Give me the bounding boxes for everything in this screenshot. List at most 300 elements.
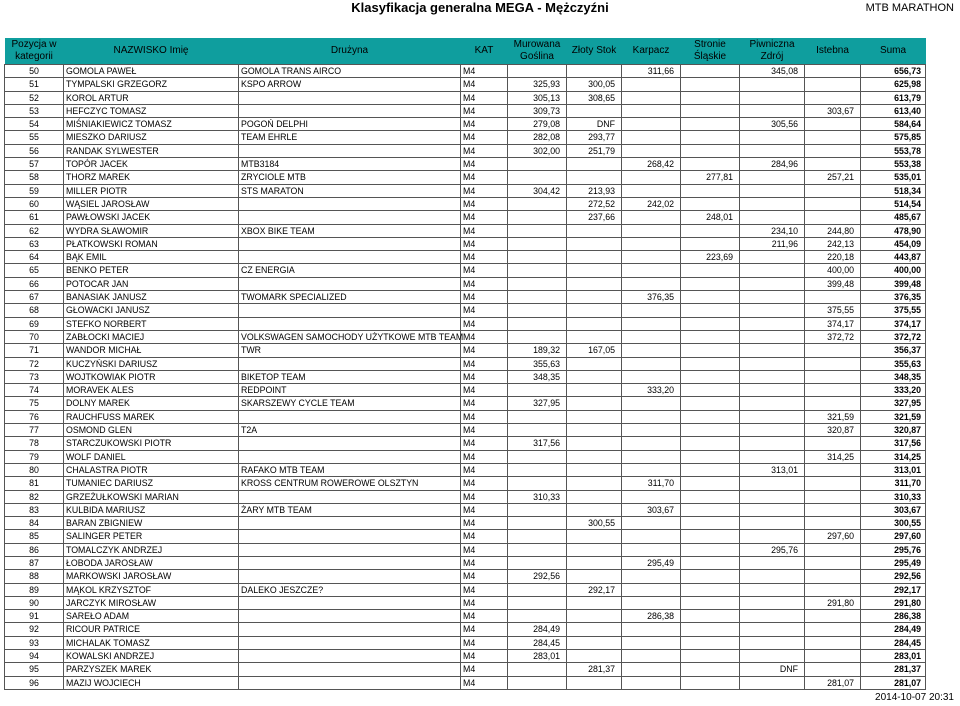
cell-istebna [805, 437, 861, 450]
cell-category: M4 [461, 570, 508, 583]
cell-stronie-slaskie [681, 264, 740, 277]
cell-istebna [805, 211, 861, 224]
cell-stronie-slaskie [681, 610, 740, 623]
cell-zloty-stok [567, 171, 622, 184]
cell-zloty-stok: 300,55 [567, 517, 622, 530]
cell-piwniczna-zdroj [740, 251, 805, 264]
cell-stronie-slaskie [681, 277, 740, 290]
cell-category: M4 [461, 197, 508, 210]
cell-zloty-stok [567, 437, 622, 450]
cell-murowana-goslina [508, 158, 567, 171]
cell-position: 89 [5, 583, 64, 596]
cell-murowana-goslina: 189,32 [508, 344, 567, 357]
cell-team: VOLKSWAGEN SAMOCHODY UŻYTKOWE MTB TEAM [239, 330, 461, 343]
cell-sum: 295,76 [861, 543, 926, 556]
cell-position: 93 [5, 636, 64, 649]
cell-istebna [805, 91, 861, 104]
cell-karpacz [622, 317, 681, 330]
cell-sum: 518,34 [861, 184, 926, 197]
cell-name: BANASIAK JANUSZ [64, 291, 239, 304]
cell-team [239, 676, 461, 689]
cell-position: 64 [5, 251, 64, 264]
cell-istebna: 303,67 [805, 104, 861, 117]
cell-sum: 374,17 [861, 317, 926, 330]
cell-position: 79 [5, 450, 64, 463]
cell-stronie-slaskie [681, 78, 740, 91]
cell-position: 78 [5, 437, 64, 450]
table-row [5, 184, 926, 197]
cell-team [239, 450, 461, 463]
cell-karpacz: 268,42 [622, 158, 681, 171]
cell-piwniczna-zdroj [740, 344, 805, 357]
cell-istebna: 314,25 [805, 450, 861, 463]
cell-category: M4 [461, 184, 508, 197]
cell-stronie-slaskie [681, 596, 740, 609]
cell-karpacz [622, 543, 681, 556]
table-row [5, 490, 926, 503]
cell-sum: 281,37 [861, 663, 926, 676]
cell-murowana-goslina [508, 663, 567, 676]
table-row [5, 570, 926, 583]
cell-zloty-stok [567, 384, 622, 397]
cell-sum: 485,67 [861, 211, 926, 224]
table-row [5, 397, 926, 410]
cell-sum: 535,01 [861, 171, 926, 184]
cell-category: M4 [461, 104, 508, 117]
cell-team [239, 623, 461, 636]
cell-murowana-goslina [508, 224, 567, 237]
cell-name: RICOUR PATRICE [64, 623, 239, 636]
cell-team: XBOX BIKE TEAM [239, 224, 461, 237]
cell-karpacz [622, 583, 681, 596]
cell-sum: 575,85 [861, 131, 926, 144]
cell-team [239, 636, 461, 649]
cell-stronie-slaskie [681, 517, 740, 530]
table-row [5, 450, 926, 463]
cell-murowana-goslina [508, 530, 567, 543]
cell-position: 57 [5, 158, 64, 171]
cell-istebna [805, 184, 861, 197]
cell-team: KROSS CENTRUM ROWEROWE OLSZTYN [239, 477, 461, 490]
cell-name: KULBIDA MARIUSZ [64, 503, 239, 516]
table-row [5, 224, 926, 237]
cell-murowana-goslina: 279,08 [508, 118, 567, 131]
cell-zloty-stok [567, 330, 622, 343]
cell-zloty-stok [567, 237, 622, 250]
cell-stronie-slaskie: 223,69 [681, 251, 740, 264]
cell-karpacz [622, 490, 681, 503]
cell-murowana-goslina: 302,00 [508, 144, 567, 157]
cell-stronie-slaskie: 248,01 [681, 211, 740, 224]
classification-table [4, 38, 926, 690]
cell-stronie-slaskie [681, 304, 740, 317]
cell-piwniczna-zdroj [740, 650, 805, 663]
cell-team: BIKETOP TEAM [239, 370, 461, 383]
cell-position: 65 [5, 264, 64, 277]
cell-istebna: 320,87 [805, 424, 861, 437]
cell-istebna [805, 570, 861, 583]
cell-zloty-stok [567, 424, 622, 437]
cell-murowana-goslina [508, 477, 567, 490]
cell-zloty-stok [567, 477, 622, 490]
cell-zloty-stok [567, 503, 622, 516]
cell-sum: 584,64 [861, 118, 926, 131]
table-row [5, 370, 926, 383]
cell-istebna: 291,80 [805, 596, 861, 609]
cell-category: M4 [461, 158, 508, 171]
cell-position: 60 [5, 197, 64, 210]
cell-stronie-slaskie [681, 410, 740, 423]
cell-sum: 375,55 [861, 304, 926, 317]
cell-murowana-goslina [508, 596, 567, 609]
cell-istebna [805, 344, 861, 357]
cell-stronie-slaskie [681, 477, 740, 490]
cell-murowana-goslina [508, 676, 567, 689]
cell-name: GŁOWACKI JANUSZ [64, 304, 239, 317]
cell-istebna [805, 610, 861, 623]
cell-istebna [805, 517, 861, 530]
cell-murowana-goslina [508, 583, 567, 596]
cell-karpacz [622, 463, 681, 476]
cell-stronie-slaskie [681, 65, 740, 78]
cell-team [239, 251, 461, 264]
cell-team [239, 104, 461, 117]
cell-piwniczna-zdroj: 284,96 [740, 158, 805, 171]
cell-sum: 281,07 [861, 676, 926, 689]
cell-karpacz [622, 184, 681, 197]
cell-stronie-slaskie [681, 636, 740, 649]
cell-piwniczna-zdroj [740, 184, 805, 197]
cell-piwniczna-zdroj: 305,56 [740, 118, 805, 131]
cell-piwniczna-zdroj [740, 397, 805, 410]
cell-murowana-goslina [508, 610, 567, 623]
table-row [5, 530, 926, 543]
table-row [5, 344, 926, 357]
cell-team [239, 663, 461, 676]
cell-stronie-slaskie [681, 104, 740, 117]
cell-zloty-stok: 308,65 [567, 91, 622, 104]
cell-zloty-stok [567, 490, 622, 503]
cell-karpacz [622, 424, 681, 437]
cell-sum: 399,48 [861, 277, 926, 290]
table-row [5, 636, 926, 649]
table-row [5, 410, 926, 423]
cell-murowana-goslina [508, 424, 567, 437]
cell-sum: 317,56 [861, 437, 926, 450]
cell-zloty-stok [567, 370, 622, 383]
cell-karpacz [622, 277, 681, 290]
cell-zloty-stok [567, 277, 622, 290]
cell-category: M4 [461, 291, 508, 304]
cell-stronie-slaskie [681, 197, 740, 210]
cell-murowana-goslina [508, 251, 567, 264]
cell-stronie-slaskie [681, 583, 740, 596]
cell-karpacz [622, 397, 681, 410]
cell-name: PARZYSZEK MAREK [64, 663, 239, 676]
cell-istebna [805, 78, 861, 91]
cell-piwniczna-zdroj [740, 517, 805, 530]
cell-sum: 311,70 [861, 477, 926, 490]
cell-category: M4 [461, 370, 508, 383]
cell-category: M4 [461, 650, 508, 663]
cell-murowana-goslina: 304,42 [508, 184, 567, 197]
cell-category: M4 [461, 118, 508, 131]
cell-zloty-stok: 293,77 [567, 131, 622, 144]
cell-istebna [805, 397, 861, 410]
cell-karpacz: 242,02 [622, 197, 681, 210]
cell-zloty-stok [567, 556, 622, 569]
cell-category: M4 [461, 317, 508, 330]
cell-category: M4 [461, 676, 508, 689]
cell-piwniczna-zdroj: 234,10 [740, 224, 805, 237]
cell-stronie-slaskie [681, 317, 740, 330]
cell-position: 55 [5, 131, 64, 144]
cell-istebna [805, 158, 861, 171]
cell-karpacz: 333,20 [622, 384, 681, 397]
cell-piwniczna-zdroj [740, 437, 805, 450]
cell-zloty-stok [567, 450, 622, 463]
cell-karpacz [622, 237, 681, 250]
cell-position: 58 [5, 171, 64, 184]
cell-stronie-slaskie [681, 291, 740, 304]
cell-name: ZABŁOCKI MACIEJ [64, 330, 239, 343]
cell-position: 84 [5, 517, 64, 530]
cell-murowana-goslina [508, 264, 567, 277]
cell-sum: 376,35 [861, 291, 926, 304]
cell-piwniczna-zdroj [740, 171, 805, 184]
cell-position: 66 [5, 277, 64, 290]
cell-murowana-goslina: 284,45 [508, 636, 567, 649]
cell-position: 82 [5, 490, 64, 503]
cell-sum: 297,60 [861, 530, 926, 543]
cell-team [239, 650, 461, 663]
cell-name: RAUCHFUSS MAREK [64, 410, 239, 423]
cell-name: MAZIJ WOJCIECH [64, 676, 239, 689]
cell-category: M4 [461, 636, 508, 649]
cell-position: 90 [5, 596, 64, 609]
cell-position: 76 [5, 410, 64, 423]
cell-category: M4 [461, 424, 508, 437]
cell-stronie-slaskie [681, 397, 740, 410]
table-row [5, 610, 926, 623]
cell-murowana-goslina [508, 171, 567, 184]
cell-murowana-goslina: 348,35 [508, 370, 567, 383]
cell-zloty-stok: 251,79 [567, 144, 622, 157]
cell-team [239, 237, 461, 250]
cell-category: M4 [461, 623, 508, 636]
cell-category: M4 [461, 517, 508, 530]
table-body [5, 65, 926, 690]
cell-zloty-stok [567, 596, 622, 609]
cell-sum: 553,78 [861, 144, 926, 157]
cell-team: MTB3184 [239, 158, 461, 171]
cell-name: RANDAK SYLWESTER [64, 144, 239, 157]
cell-piwniczna-zdroj [740, 583, 805, 596]
cell-name: PŁATKOWSKI ROMAN [64, 237, 239, 250]
cell-istebna: 244,80 [805, 224, 861, 237]
column-header-zloty-stok: Złoty Stok [571, 45, 617, 56]
cell-piwniczna-zdroj [740, 277, 805, 290]
cell-name: MILLER PIOTR [64, 184, 239, 197]
cell-piwniczna-zdroj [740, 636, 805, 649]
cell-murowana-goslina [508, 503, 567, 516]
cell-team [239, 277, 461, 290]
table-row [5, 663, 926, 676]
cell-name: MARKOWSKI JAROSŁAW [64, 570, 239, 583]
cell-murowana-goslina [508, 384, 567, 397]
cell-piwniczna-zdroj [740, 410, 805, 423]
cell-team [239, 144, 461, 157]
cell-zloty-stok [567, 676, 622, 689]
cell-category: M4 [461, 410, 508, 423]
cell-murowana-goslina [508, 330, 567, 343]
cell-piwniczna-zdroj [740, 304, 805, 317]
cell-category: M4 [461, 91, 508, 104]
cell-category: M4 [461, 171, 508, 184]
cell-karpacz [622, 570, 681, 583]
cell-category: M4 [461, 437, 508, 450]
cell-karpacz [622, 264, 681, 277]
cell-sum: 284,49 [861, 623, 926, 636]
cell-piwniczna-zdroj [740, 623, 805, 636]
cell-istebna: 372,72 [805, 330, 861, 343]
cell-piwniczna-zdroj [740, 556, 805, 569]
cell-position: 50 [5, 65, 64, 78]
cell-team [239, 91, 461, 104]
cell-position: 83 [5, 503, 64, 516]
table-row [5, 556, 926, 569]
cell-karpacz [622, 636, 681, 649]
cell-sum: 300,55 [861, 517, 926, 530]
cell-istebna [805, 583, 861, 596]
cell-position: 62 [5, 224, 64, 237]
cell-karpacz [622, 450, 681, 463]
cell-sum: 355,63 [861, 357, 926, 370]
cell-piwniczna-zdroj [740, 317, 805, 330]
cell-team: CZ ENERGIA [239, 264, 461, 277]
cell-zloty-stok [567, 610, 622, 623]
cell-category: M4 [461, 237, 508, 250]
table-row [5, 264, 926, 277]
cell-sum: 314,25 [861, 450, 926, 463]
cell-piwniczna-zdroj [740, 104, 805, 117]
cell-position: 94 [5, 650, 64, 663]
cell-zloty-stok [567, 291, 622, 304]
cell-stronie-slaskie [681, 570, 740, 583]
cell-stronie-slaskie [681, 184, 740, 197]
cell-zloty-stok [567, 158, 622, 171]
cell-istebna [805, 663, 861, 676]
cell-piwniczna-zdroj [740, 91, 805, 104]
table-row [5, 596, 926, 609]
table-row [5, 78, 926, 91]
cell-murowana-goslina [508, 556, 567, 569]
cell-istebna: 297,60 [805, 530, 861, 543]
cell-sum: 286,38 [861, 610, 926, 623]
cell-category: M4 [461, 131, 508, 144]
cell-sum: 443,87 [861, 251, 926, 264]
cell-name: WOLF DANIEL [64, 450, 239, 463]
table-row [5, 437, 926, 450]
cell-karpacz [622, 78, 681, 91]
cell-name: KOWALSKI ANDRZEJ [64, 650, 239, 663]
cell-karpacz [622, 224, 681, 237]
cell-piwniczna-zdroj [740, 264, 805, 277]
cell-team: ŻARY MTB TEAM [239, 503, 461, 516]
cell-name: BARAN ZBIGNIEW [64, 517, 239, 530]
cell-sum: 321,59 [861, 410, 926, 423]
cell-murowana-goslina: 310,33 [508, 490, 567, 503]
cell-istebna: 400,00 [805, 264, 861, 277]
cell-istebna [805, 503, 861, 516]
cell-zloty-stok [567, 650, 622, 663]
cell-position: 77 [5, 424, 64, 437]
cell-karpacz: 311,70 [622, 477, 681, 490]
cell-stronie-slaskie [681, 490, 740, 503]
cell-piwniczna-zdroj: 313,01 [740, 463, 805, 476]
cell-stronie-slaskie: 277,81 [681, 171, 740, 184]
column-header-istebna: Istebna [816, 45, 849, 56]
cell-category: M4 [461, 344, 508, 357]
cell-team [239, 304, 461, 317]
cell-murowana-goslina [508, 450, 567, 463]
cell-name: MORAVEK ALES [64, 384, 239, 397]
cell-team [239, 543, 461, 556]
table-row [5, 118, 926, 131]
cell-category: M4 [461, 596, 508, 609]
cell-name: WYDRA SŁAWOMIR [64, 224, 239, 237]
cell-zloty-stok [567, 224, 622, 237]
cell-name: WĄSIEL JAROSŁAW [64, 197, 239, 210]
cell-piwniczna-zdroj [740, 450, 805, 463]
cell-zloty-stok [567, 463, 622, 476]
cell-position: 91 [5, 610, 64, 623]
cell-piwniczna-zdroj [740, 78, 805, 91]
cell-stronie-slaskie [681, 131, 740, 144]
cell-sum: 327,95 [861, 397, 926, 410]
cell-zloty-stok: 167,05 [567, 344, 622, 357]
cell-murowana-goslina [508, 410, 567, 423]
cell-position: 59 [5, 184, 64, 197]
cell-murowana-goslina [508, 211, 567, 224]
cell-karpacz [622, 304, 681, 317]
cell-position: 67 [5, 291, 64, 304]
cell-piwniczna-zdroj [740, 676, 805, 689]
cell-stronie-slaskie [681, 623, 740, 636]
cell-team: TWR [239, 344, 461, 357]
cell-karpacz: 295,49 [622, 556, 681, 569]
document-code: MTB MARATHON [865, 2, 954, 14]
cell-position: 70 [5, 330, 64, 343]
cell-zloty-stok: 292,17 [567, 583, 622, 596]
cell-team [239, 197, 461, 210]
cell-piwniczna-zdroj: 211,96 [740, 237, 805, 250]
cell-category: M4 [461, 330, 508, 343]
cell-name: DOLNY MAREK [64, 397, 239, 410]
cell-name: SAREŁO ADAM [64, 610, 239, 623]
cell-istebna [805, 370, 861, 383]
column-header-name: NAZWISKO Imię [113, 45, 189, 56]
cell-team [239, 490, 461, 503]
cell-istebna [805, 144, 861, 157]
cell-zloty-stok [567, 543, 622, 556]
cell-istebna [805, 463, 861, 476]
cell-name: TOMALCZYK ANDRZEJ [64, 543, 239, 556]
cell-sum: 283,01 [861, 650, 926, 663]
cell-stronie-slaskie [681, 357, 740, 370]
cell-karpacz [622, 104, 681, 117]
cell-category: M4 [461, 211, 508, 224]
